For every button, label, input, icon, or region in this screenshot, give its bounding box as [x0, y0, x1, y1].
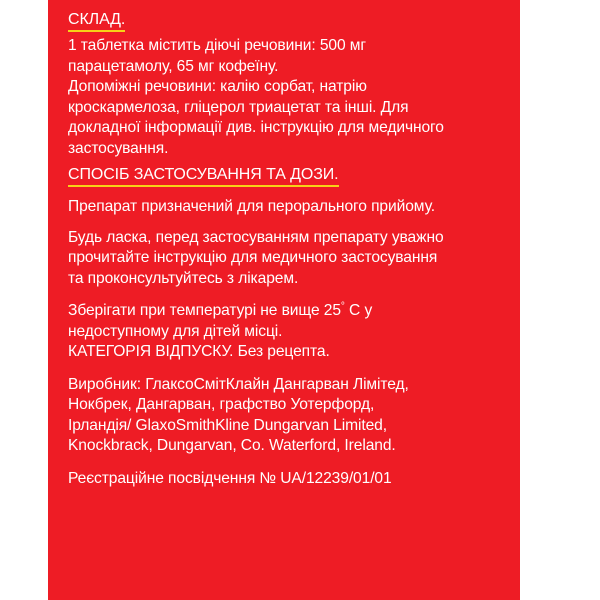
storage-text — [68, 301, 508, 342]
registration-certificate-text: Реєстраційне посвідчення № UA/12239/01/01 — [68, 469, 392, 487]
storage-line2: недоступному для дітей місці. — [68, 322, 283, 340]
storage-line1-start: Зберігати при температурі не вище 25 — [68, 302, 341, 319]
label-panel — [48, 0, 520, 600]
degree-symbol: ° — [340, 300, 345, 312]
dispensing-category-text: КАТЕГОРІЯ ВІДПУСКУ. Без рецепта. — [68, 343, 330, 360]
manufacturer-text: Виробник: ГлаксоСмітКлайн Дангарван Лімітед, Нокбрек, Дангарван, графство Уотерфорд, Ірландія/ GlaxoSmithKline Dungarvan Limited, Knockbrack, Dungarvan, Co. Waterford, Ireland. — [68, 375, 409, 454]
usage-heading: СПОСІБ ЗАСТОСУВАННЯ ТА ДОЗИ. — [68, 165, 339, 187]
composition-heading: СКЛАД. — [68, 10, 125, 32]
active-ingredients-text: 1 таблетка містить діючі речовини: 500 мг парацетамолу, 65 мг кофеїну. — [68, 37, 366, 75]
label-text-block — [68, 6, 508, 489]
oral-use-text: Препарат призначений для перорального прийому. — [68, 198, 435, 215]
storage-line1-end: С у — [344, 302, 373, 319]
consult-advice-text: Будь ласка, перед застосуванням препарату уважно прочитайте інструкцію для медичного застосування та проконсультуйтесь з лікарем. — [68, 228, 444, 287]
excipients-text: Допоміжні речовини: калію сорбат, натрію кроскармелоза, гліцерол триацетат та інші. Для докладної інформації див. інструкцію для медичного застосування. — [68, 78, 444, 157]
